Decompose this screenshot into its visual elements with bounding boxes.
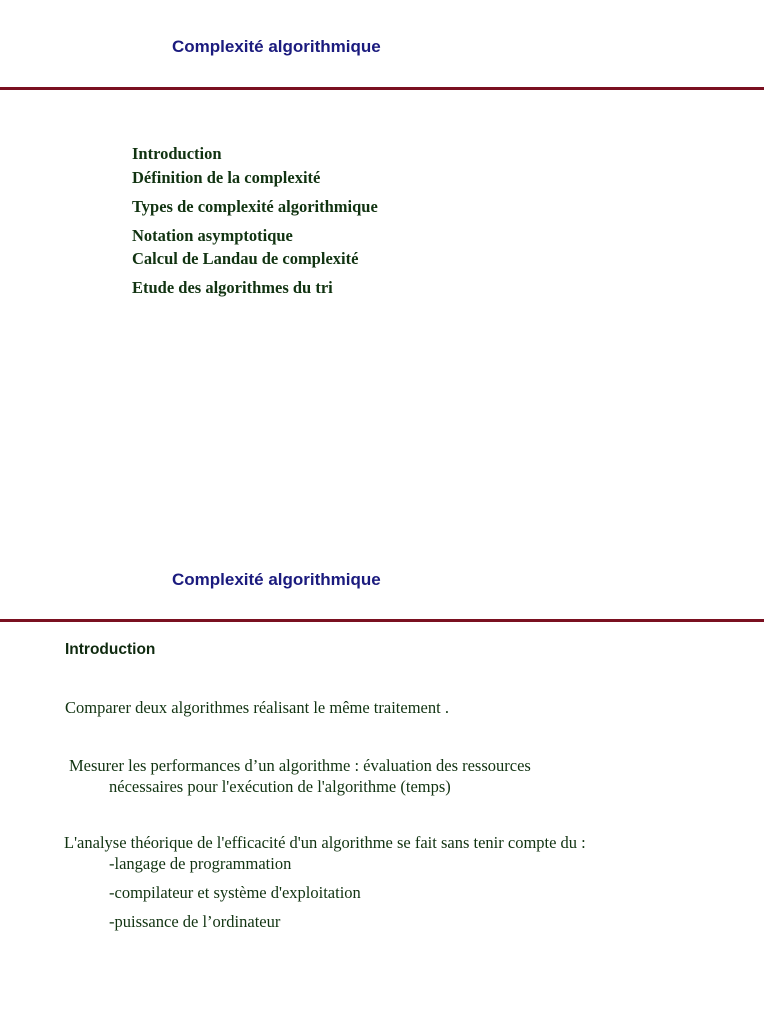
paragraph-analysis: L'analyse théorique de l'efficacité d'un algorithme se fait sans tenir compte du : xyxy=(64,833,586,852)
list-item-power: -puissance de l’ordinateur xyxy=(109,912,281,931)
paragraph-compare: Comparer deux algorithmes réalisant le même traitement . xyxy=(65,698,449,717)
slide-title: Complexité algorithmique xyxy=(172,37,381,56)
toc-item-types: Types de complexité algorithmique xyxy=(132,197,378,216)
section-heading: Introduction xyxy=(65,641,156,658)
title-divider xyxy=(0,619,764,622)
paragraph-measure-line2: nécessaires pour l'exécution de l'algorithme (temps) xyxy=(109,777,451,796)
toc-item-landau: Calcul de Landau de complexité xyxy=(132,249,359,268)
toc-item-definition: Définition de la complexité xyxy=(132,168,321,187)
list-item-language: -langage de programmation xyxy=(109,854,292,873)
list-item-compiler: -compilateur et système d'exploitation xyxy=(109,883,361,902)
slide-title: Complexité algorithmique xyxy=(172,570,381,589)
toc-item-introduction: Introduction xyxy=(132,144,222,163)
slide-2 xyxy=(0,532,768,1024)
toc-item-notation: Notation asymptotique xyxy=(132,226,293,245)
title-divider xyxy=(0,87,764,90)
toc-item-tri: Etude des algorithmes du tri xyxy=(132,278,333,297)
paragraph-measure-line1: Mesurer les performances d’un algorithme : évaluation des ressources xyxy=(69,756,531,775)
